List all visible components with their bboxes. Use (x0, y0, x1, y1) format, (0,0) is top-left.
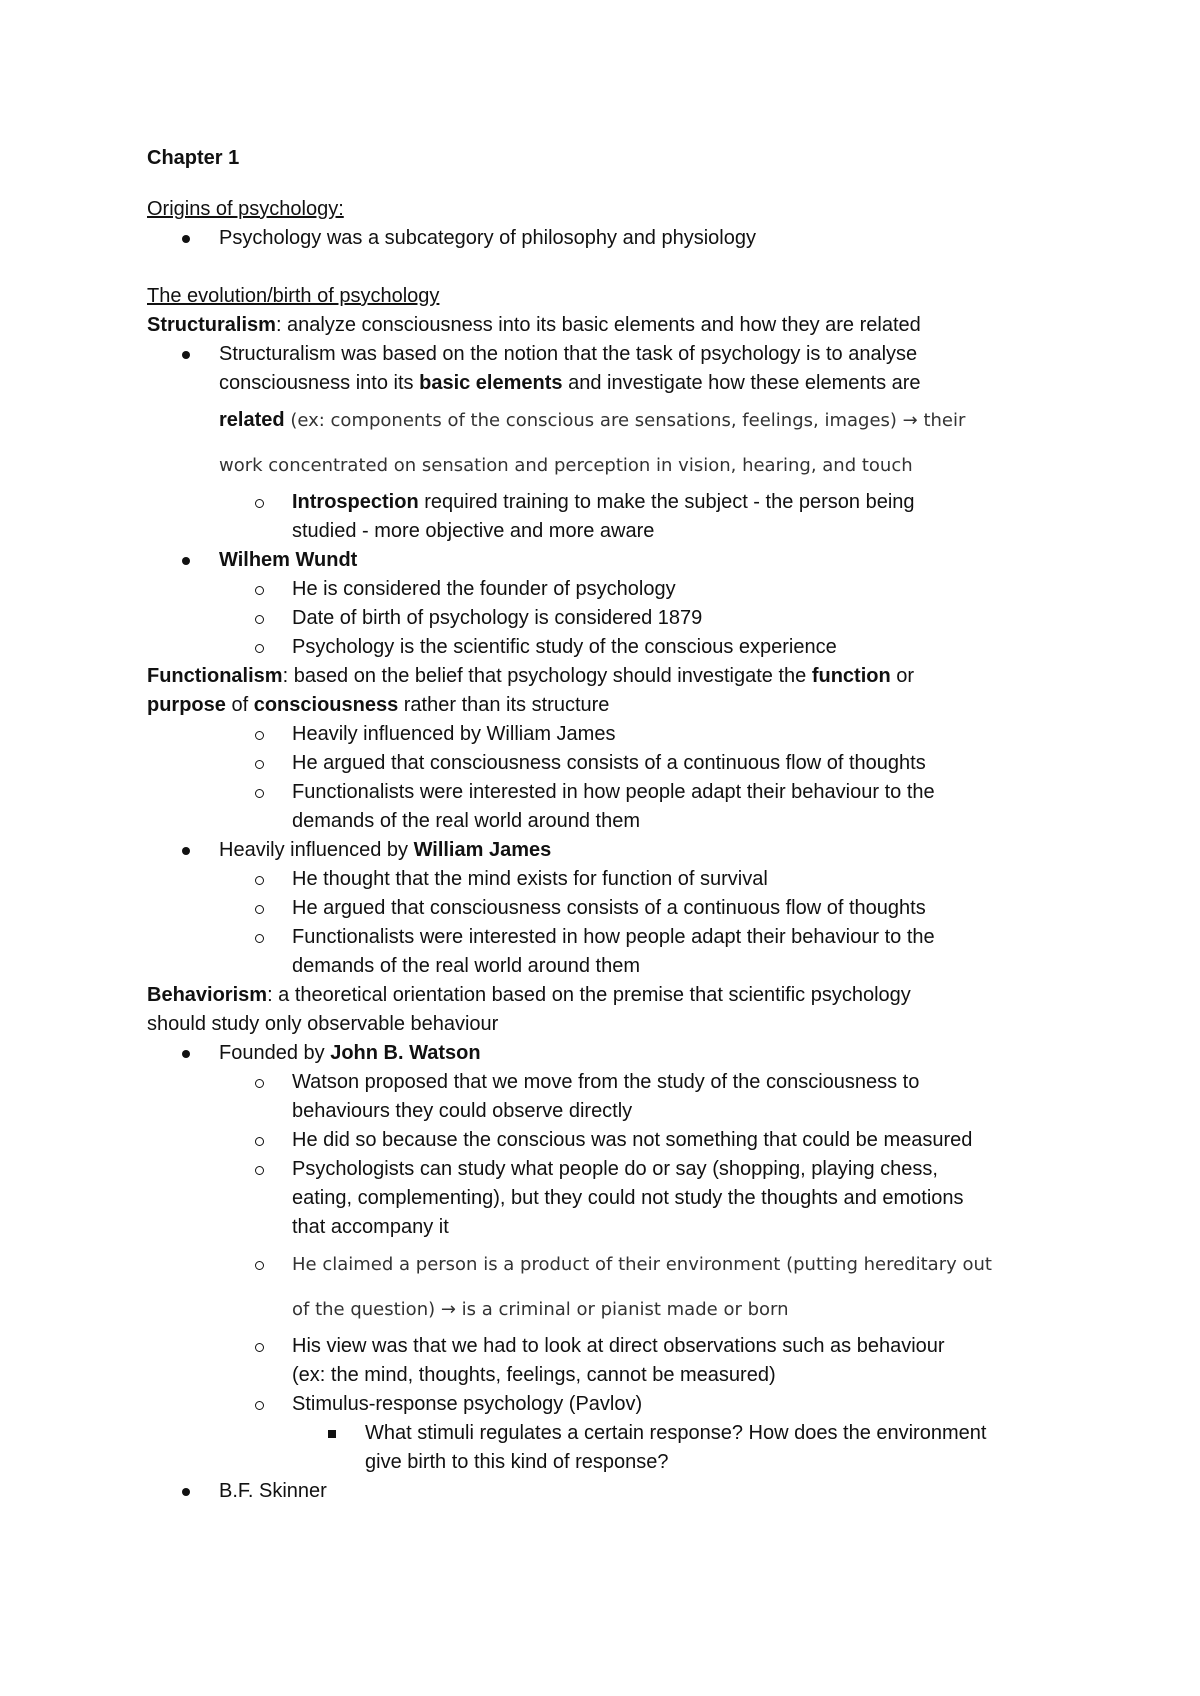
list-item-continuation: demands of the real world around them (292, 955, 640, 977)
list-item: He thought that the mind exists for function of survival (147, 865, 1067, 894)
behaviorism-definition-continuation: should study only observable behaviour (147, 1013, 499, 1035)
list-item: He claimed a person is a product of their environment (putting hereditary out (147, 1242, 1067, 1287)
functionalism-definition: Functionalism: based on the belief that psychology should investigate the function or (147, 665, 915, 687)
list-item-continuation: behaviours they could observe directly (292, 1100, 633, 1122)
list-item: Heavily influenced by William James (147, 720, 1067, 749)
evolution-heading: The evolution/birth of psychology (147, 285, 440, 307)
list-item: Watson proposed that we move from the study of the consciousness to (147, 1068, 1067, 1097)
list-item: Psychology is the scientific study of the conscious experience (147, 633, 1067, 662)
list-item-continuation: eating, complementing), but they could not study the thoughts and emotions (292, 1187, 964, 1209)
list-item: Heavily influenced by William James (147, 836, 1067, 865)
list-item-continuation: (ex: the mind, thoughts, feelings, cannot be measured) (292, 1364, 776, 1386)
structuralism-definition: Structuralism: analyze consciousness into its basic elements and how they are related (147, 314, 921, 336)
list-item-continuation: consciousness into its basic elements and investigate how these elements are (219, 372, 921, 394)
list-item: Introspection required training to make the subject - the person being (147, 488, 1067, 517)
list-item-continuation: that accompany it (292, 1216, 449, 1238)
list-item: He argued that consciousness consists of a continuous flow of thoughts (147, 894, 1067, 923)
list-item-continuation: studied - more objective and more aware (292, 520, 655, 542)
origins-heading: Origins of psychology: (147, 198, 344, 220)
list-item: Date of birth of psychology is considered 1879 (147, 604, 1067, 633)
functionalism-definition-continuation: purpose of consciousness rather than its structure (147, 694, 610, 716)
list-item: Stimulus-response psychology (Pavlov) (147, 1390, 1067, 1419)
list-item-continuation: demands of the real world around them (292, 810, 640, 832)
list-item-continuation: work concentrated on sensation and perception in vision, hearing, and touch (219, 455, 913, 476)
list-item: Functionalists were interested in how people adapt their behaviour to the (147, 778, 1067, 807)
document-page (147, 144, 1067, 1506)
list-item: What stimuli regulates a certain response? How does the environment (147, 1419, 1067, 1448)
list-item: Founded by John B. Watson (147, 1039, 1067, 1068)
list-item-continuation: related (ex: components of the conscious are sensations, feelings, images) → their (219, 409, 966, 431)
list-item-continuation: give birth to this kind of response? (365, 1451, 669, 1473)
list-item: Wilhem Wundt (147, 546, 1067, 575)
list-item: Psychology was a subcategory of philosophy and physiology (147, 224, 1067, 253)
list-item: B.F. Skinner (147, 1477, 1067, 1506)
list-item: Functionalists were interested in how people adapt their behaviour to the (147, 923, 1067, 952)
list-item: He is considered the founder of psychology (147, 575, 1067, 604)
list-item: He argued that consciousness consists of a continuous flow of thoughts (147, 749, 1067, 778)
list-item: Psychologists can study what people do or say (shopping, playing chess, (147, 1155, 1067, 1184)
list-item: He did so because the conscious was not something that could be measured (147, 1126, 1067, 1155)
list-item: Structuralism was based on the notion that the task of psychology is to analyse (147, 340, 1067, 369)
behaviorism-definition: Behaviorism: a theoretical orientation based on the premise that scientific psychology (147, 984, 911, 1006)
chapter-title: Chapter 1 (147, 147, 240, 169)
list-item: His view was that we had to look at direct observations such as behaviour (147, 1332, 1067, 1361)
list-item-continuation: of the question) → is a criminal or pianist made or born (292, 1299, 789, 1320)
